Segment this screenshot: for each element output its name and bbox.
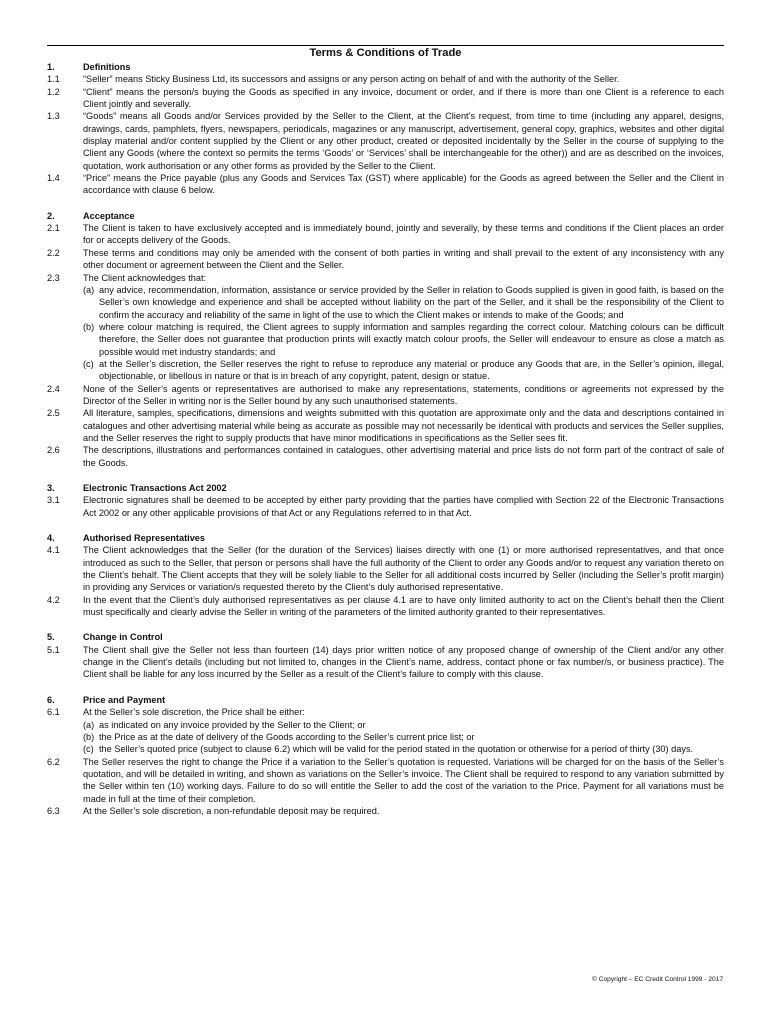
sub-clause-text: the Seller’s quoted price (subject to clause 6.2) which will be valid for the period stated in the quotation or otherwise for a period of thirty (30) days. (99, 744, 694, 755)
section-title: Price and Payment (83, 694, 166, 705)
sub-clause-text: at the Seller’s discretion, the Seller reserves the right to refuse to reproduce any material or produce any Goods that are, in the Seller’s opinion, illegal, objectionable, or libellous in nature or that is in breach of any copyright, patent, design or statue. (99, 358, 724, 382)
section-heading (47, 61, 724, 73)
clause-text: “Client” means the person/s buying the Goods as specified in any invoice, document or order, and if there is more than one Client is a reference to each Client jointly and severally. (83, 86, 724, 110)
sub-clause (83, 743, 724, 755)
sub-clause (83, 284, 724, 321)
clause-number: 2.5 (47, 408, 60, 419)
document-page (47, 45, 724, 830)
sub-clause (83, 719, 724, 731)
clause (47, 706, 724, 755)
clause-text: “Goods” means all Goods and/or Services provided by the Seller to the Client, at the Client’s request, from time to time (including any apparel, designs, drawings, cards, pamphlets, flyers, newspapers, periodicals, magazines or any manuscript, advertisement, general copy, graphics, websites and other digital display material and/or content supplied by the Client or any other product, created or deposited incidentally by the Seller in the course of supplying to the Client any Goods (where the context so permits the terms ‘Goods’ or ‘Services’ shall be interchangeable for the other)) and are as described on the invoices, quotation, work authorisation or any other forms as provided by the Seller to the Client. (83, 111, 724, 171)
clause-number: 4.2 (47, 594, 60, 605)
clause-text: At the Seller’s sole discretion, a non-refundable deposit may be required. (83, 805, 380, 816)
clause (47, 73, 724, 85)
clause-number: 2.6 (47, 445, 60, 456)
section (47, 532, 724, 618)
section-title: Acceptance (83, 210, 135, 221)
clause-text: The Client shall give the Seller not less than fourteen (14) days prior written notice of any proposed change of ownership of the Client and/or any other change in the Client’s details (including but not limited to, changes in the Client’s name, address, contact phone or fax number/s, or business practice). The Client shall be liable for any loss incurred by the Seller as a result of the Client’s failure to comply with this clause. (83, 644, 724, 680)
sub-clause-text: where colour matching is required, the Client agrees to supply information and samples regarding the correct colour. Matching colours can be difficult therefore, the Seller does not guarantee that production prints will exactly match colour proofs, the Seller will endeavour to ensure as close a match as possible would met industry standards; and (99, 321, 724, 357)
section-title: Change in Control (83, 632, 163, 643)
clause-body (83, 86, 724, 111)
clause-text: “Price” means the Price payable (plus any Goods and Services Tax (GST) where applicable) for the Goods as agreed between the Seller and the Client in accordance with clause 6 below. (83, 173, 724, 196)
clause-number: 1.3 (47, 111, 60, 122)
clause-body (83, 706, 724, 755)
section (47, 210, 724, 469)
sections-container (47, 61, 724, 817)
clause-body (83, 494, 724, 519)
clause-text: All literature, samples, specifications, dimensions and weights submitted with this quotation are approximate only and the data and descriptions contained in catalogues and other advertising material while being as accurate as possible may not necessarily be identical with products and services the Seller supplies, and the Seller reserves the right to supply products that have minor modifications in specifications as the Seller sees fit. (83, 408, 724, 443)
clause (47, 444, 724, 469)
sub-clause-label: (b) (83, 731, 95, 742)
section-heading (47, 694, 724, 706)
clause (47, 805, 724, 817)
clause-body (83, 544, 724, 593)
sub-clause-text: any advice, recommendation, information, assistance or service provided by the Seller in relation to Goods supplied is given in good faith, is based on the Seller’s own knowledge and experience and shall be accepted without liability on the part of the Seller, and it shall be the responsibility of the Client to confirm the accuracy and reliability of the same in light of the use to which the Client makes or intends to make of the Goods; and (99, 284, 724, 320)
clause-text: The Seller reserves the right to change the Price if a variation to the Seller’s quotation is requested. Variations will be charged for on the basis of the Seller’s quotation, and will be detailed in writing, and shown as variations on the Seller’s invoice. The Client shall be required to respond to any variation submitted by the Seller within ten (10) working days. Failure to do so will entitle the Seller to add the cost of the variation to the Price. Payment for all variations must be made in full at the time of their completion. (83, 756, 724, 804)
clause-text: The Client is taken to have exclusively accepted and is immediately bound, jointly and severally, by these terms and conditions if the Client places an order for or accepts delivery of the Goods. (83, 223, 724, 246)
copyright-footer: © Copyright – EC Credit Control 1999 - 2017 (592, 976, 723, 983)
clause-body (83, 444, 724, 469)
clause-number: 6.2 (47, 756, 60, 767)
section-number: 3. (47, 483, 55, 493)
section (47, 631, 724, 680)
clause-text: At the Seller’s sole discretion, the Price shall be either: (83, 707, 305, 718)
section-number: 1. (47, 62, 55, 72)
clause-text: None of the Seller’s agents or representatives are authorised to make any representations, statements, conditions or agreements not expressed by the Director of the Seller in writing nor is the Seller bound by any such unauthorised statements. (83, 383, 724, 406)
sub-clause-label: (b) (83, 321, 95, 332)
clause-text: The descriptions, illustrations and performances contained in catalogues, other advertising material and price lists do not form part of the contract of sale of the Goods. (83, 445, 724, 468)
section-title: Definitions (83, 62, 131, 72)
sub-clause-label: (a) (83, 719, 95, 730)
clause-text: “Seller” means Sticky Business Ltd, its successors and assigns or any person acting on behalf of and with the authority of the Seller. (83, 74, 620, 85)
clause-body (83, 272, 724, 383)
section (47, 694, 724, 817)
clause-body (83, 73, 724, 85)
clause-number: 5.1 (47, 644, 60, 655)
clause (47, 594, 724, 619)
clause-number: 1.1 (47, 74, 60, 85)
clause (47, 383, 724, 408)
clause-text: The Client acknowledges that: (83, 272, 207, 283)
section-number: 6. (47, 694, 55, 705)
section-number: 2. (47, 210, 55, 221)
clause (47, 222, 724, 247)
clause-body (83, 594, 724, 619)
sub-clause-label: (c) (83, 744, 94, 755)
clause (47, 86, 724, 111)
sub-clause (83, 358, 724, 383)
section-title: Authorised Representatives (83, 533, 206, 544)
clause-body (83, 222, 724, 247)
clause-number: 1.2 (47, 86, 60, 97)
clause (47, 272, 724, 383)
clause-body (83, 644, 724, 681)
section-number: 5. (47, 632, 55, 643)
clause-number: 1.4 (47, 173, 60, 184)
clause-body (83, 756, 724, 805)
sub-clause-label: (c) (83, 358, 94, 369)
clause-text: The Client acknowledges that the Seller (for the duration of the Services) liaises directly with one (1) or more authorised representatives, and that once introduced as such to the Seller, that person or persons shall have the full authority of the Client to order any Goods and/or to request any variation thereto on the Client’s behalf. The Client accepts that they will be solely liable to the Seller for all additional costs incurred by Seller (including the Seller’s profit margin) in providing any Services or variation/s requested thereto by the Client’s duly authorised representative. (83, 545, 724, 593)
section-heading (47, 482, 724, 494)
clause-number: 2.2 (47, 247, 60, 258)
clause-body (83, 110, 724, 172)
section-title: Electronic Transactions Act 2002 (83, 483, 227, 493)
clause-body (83, 247, 724, 272)
document-title: Terms & Conditions of Trade (47, 45, 724, 60)
clause-body (83, 805, 724, 817)
clause (47, 494, 724, 519)
clause-text: In the event that the Client’s duly authorised representatives as per clause 4.1 are to have only limited authority to act on the Client’s behalf then the Client must specifically and clearly advise the Seller in writing of the parameters of the limited authority granted to their representatives. (83, 594, 724, 618)
section-heading (47, 210, 724, 222)
clause-number: 2.1 (47, 223, 60, 234)
sub-clause-text: as indicated on any invoice provided by the Seller to the Client; or (99, 719, 366, 730)
section-heading (47, 532, 724, 544)
clause-body (83, 383, 724, 408)
clause-number: 6.3 (47, 805, 60, 816)
clause (47, 544, 724, 593)
clause-text: Electronic signatures shall be deemed to be accepted by either party providing that the parties have complied with Section 22 of the Electronic Transactions Act 2002 or any other applicable provisions of that Act or any Regulations referred to in that Act. (83, 495, 724, 518)
clause-text: These terms and conditions may only be amended with the consent of both parties in writing and shall prevail to the extent of any inconsistency with any other document or agreement between the Client and the Seller. (83, 247, 724, 271)
clause-number: 2.4 (47, 383, 60, 394)
section (47, 482, 724, 519)
sub-clause (83, 731, 724, 743)
sub-clause-text: the Price as at the date of delivery of the Goods according to the Seller’s current price list; or (99, 731, 475, 742)
section-heading (47, 631, 724, 643)
clause-number: 3.1 (47, 495, 60, 506)
clause (47, 247, 724, 272)
clause-body (83, 407, 724, 444)
clause-number: 6.1 (47, 707, 60, 718)
clause-number: 2.3 (47, 272, 60, 283)
sub-clause-label: (a) (83, 284, 95, 295)
clause (47, 644, 724, 681)
sub-clause (83, 321, 724, 358)
clause-body (83, 172, 724, 197)
section (47, 61, 724, 197)
section-number: 4. (47, 533, 55, 544)
clause (47, 110, 724, 172)
clause (47, 756, 724, 805)
clause-number: 4.1 (47, 545, 60, 556)
clause (47, 172, 724, 197)
clause (47, 407, 724, 444)
